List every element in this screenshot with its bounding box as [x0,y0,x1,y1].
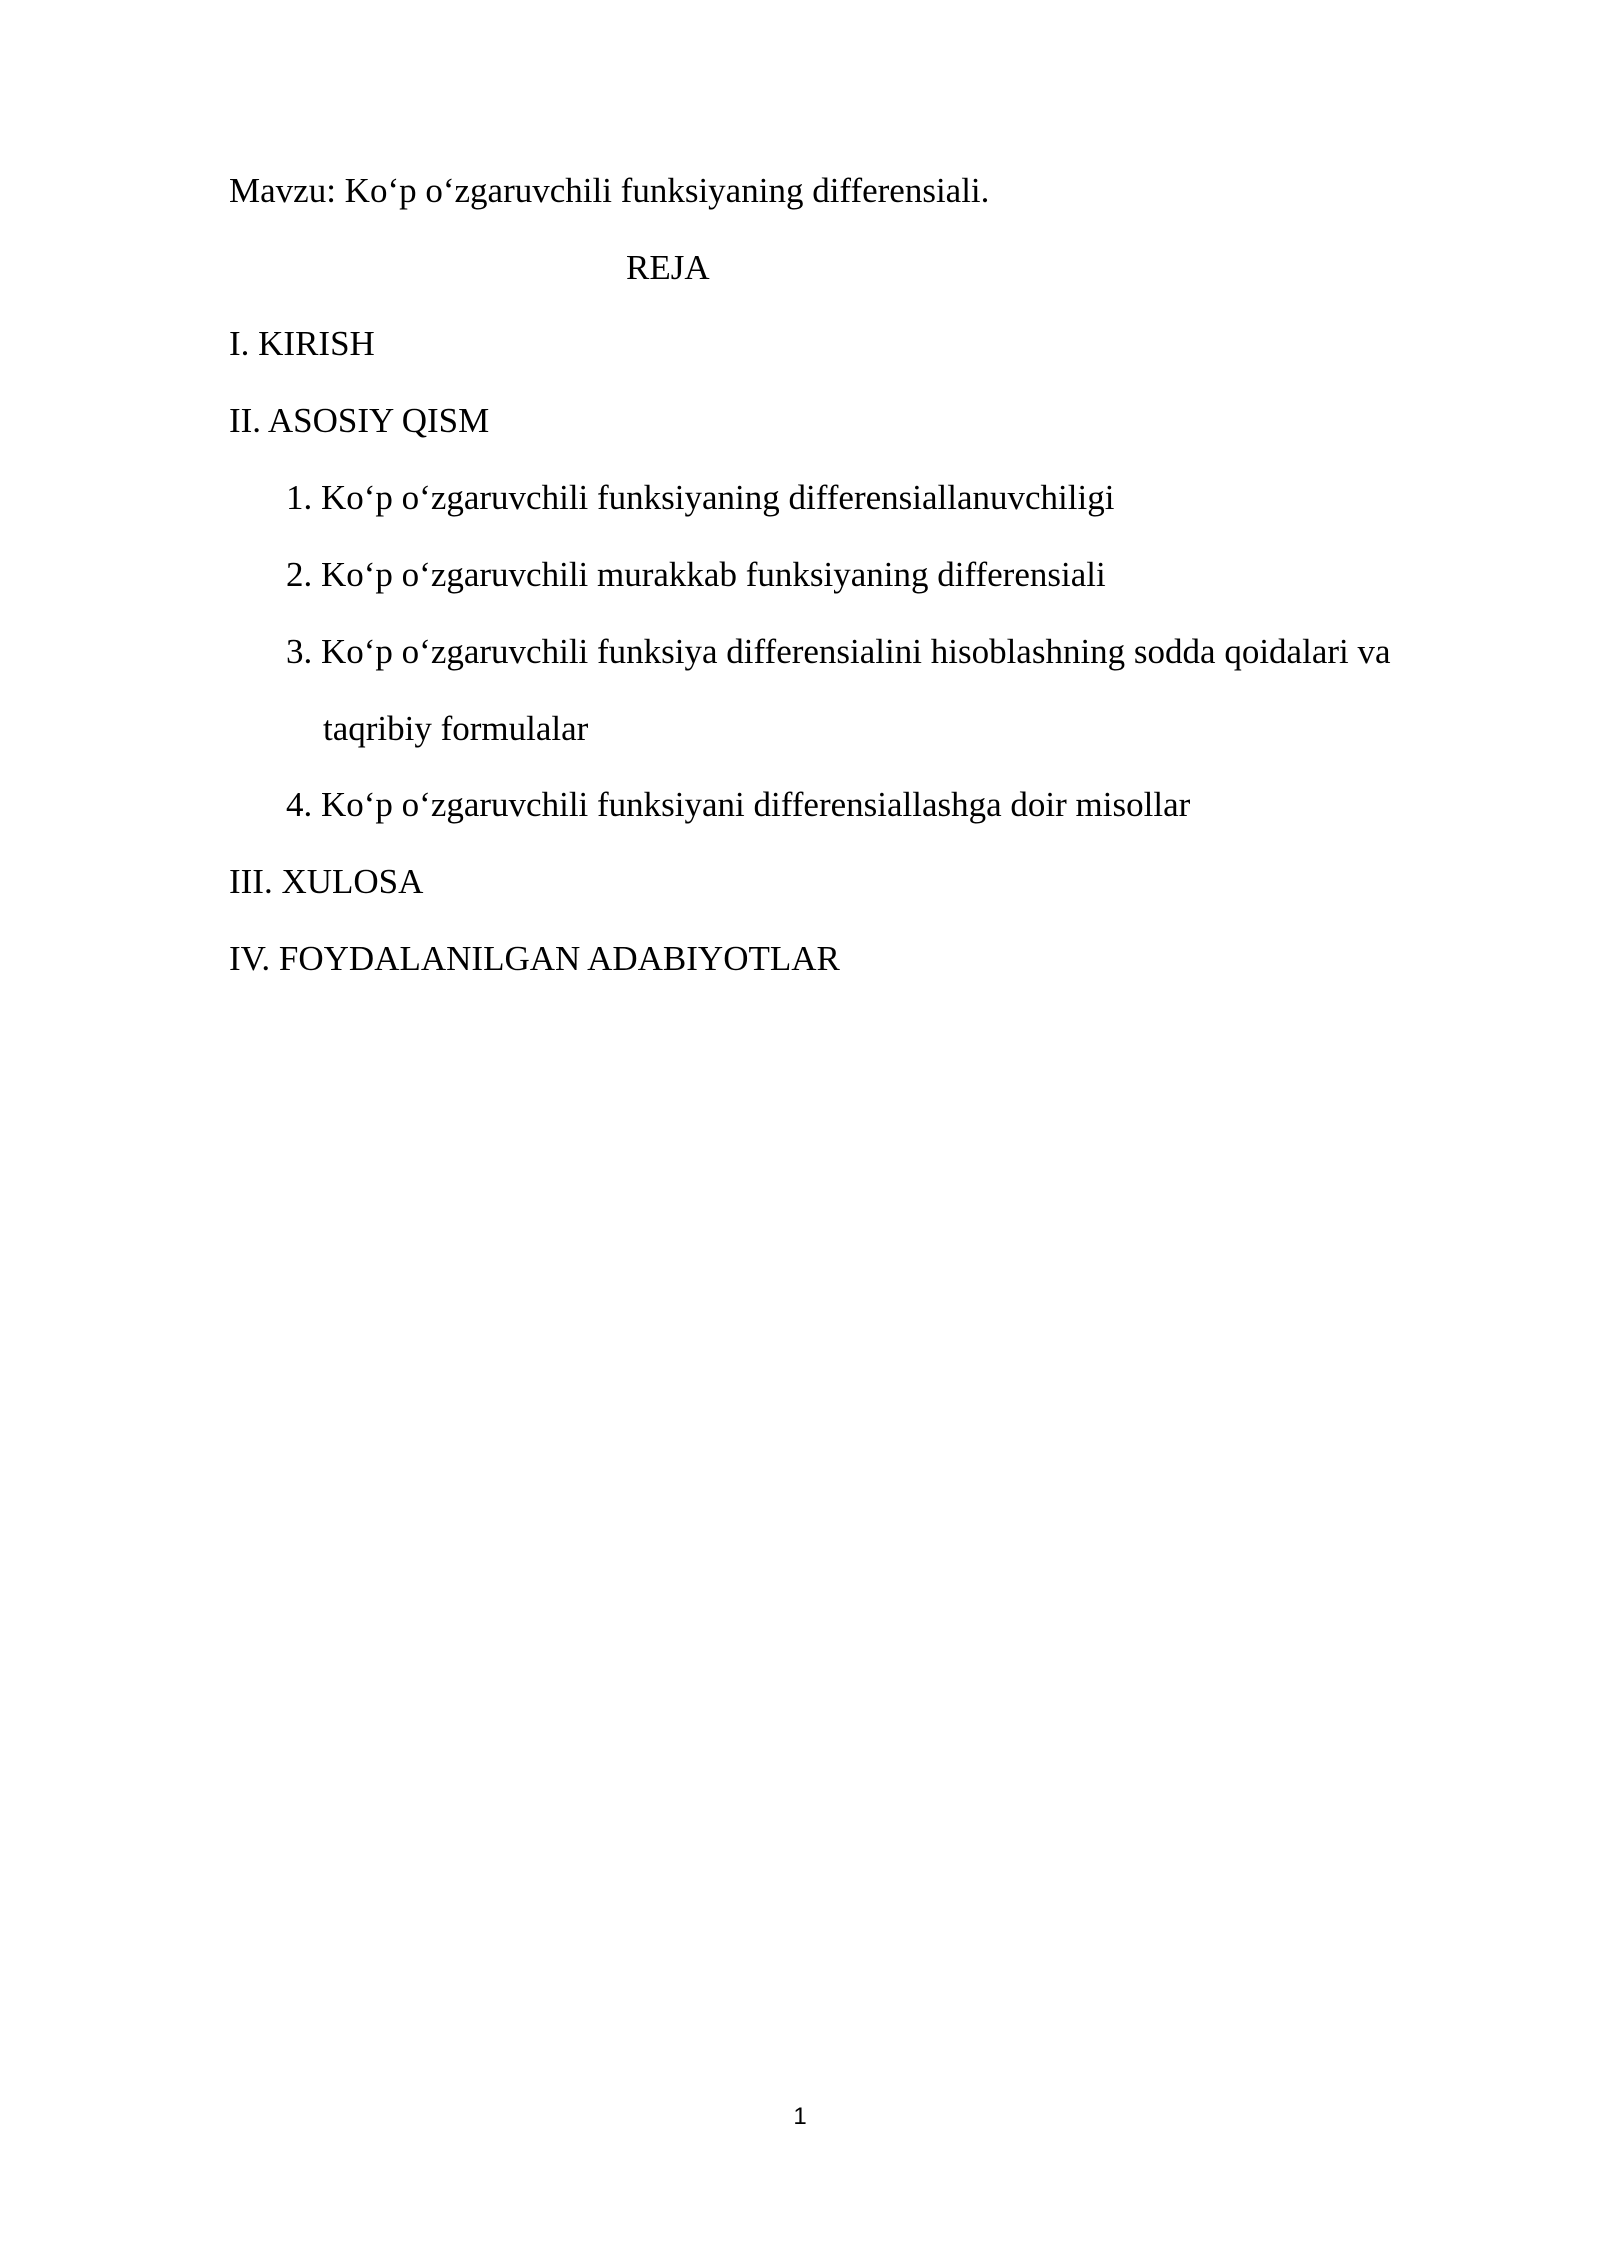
sub-item-1: 1. Ko‘p o‘zgaruvchili funksiyaning differensiallanuvchiligi [286,478,1115,517]
sub-item-4: 4. Ko‘p o‘zgaruvchili funksiyani differensiallashga doir misollar [286,785,1191,824]
section-conclusion: III. XULOSA [229,862,424,901]
section-main-part: II. ASOSIY QISM [229,401,490,440]
sub-item-3-continuation: taqribiy formulalar [323,709,589,748]
section-introduction: I. KIRISH [229,324,375,363]
sub-item-3: 3. Ko‘p o‘zgaruvchili funksiya differensialini hisoblashning sodda qoidalari va [286,632,1391,671]
subject-line: Mavzu: Ko‘p o‘zgaruvchili funksiyaning differensiali. [229,171,990,210]
section-references: IV. FOYDALANILGAN ADABIYOTLAR [229,939,840,978]
page-number: 1 [793,2103,807,2130]
plan-title: REJA [626,248,710,287]
sub-item-2: 2. Ko‘p o‘zgaruvchili murakkab funksiyaning differensiali [286,555,1106,594]
